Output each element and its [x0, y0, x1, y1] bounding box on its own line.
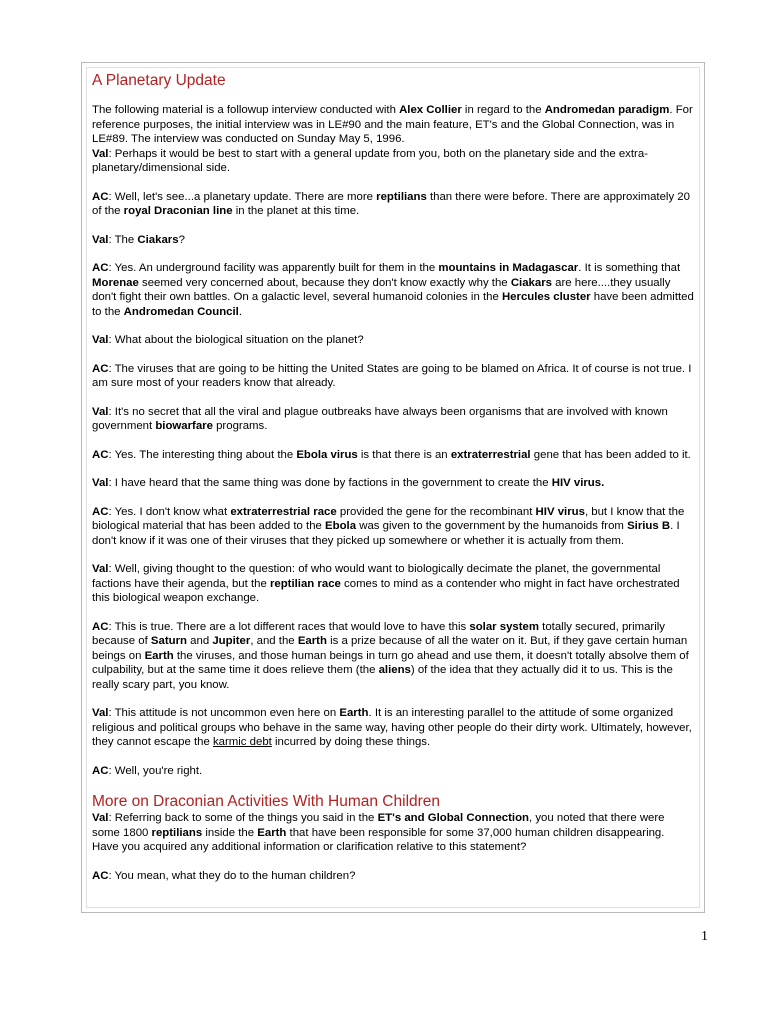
text: ?	[178, 233, 185, 246]
bold-term: HIV virus.	[551, 477, 605, 489]
text: . For reference purposes, the initial interview was in LE#90 and the main feature, ET's and the Global Connection, was in LE#89. The interview was conducted on Sunday May 5, 1996.	[92, 104, 693, 145]
text: The following material is a followup interview conducted with	[92, 104, 400, 116]
text: totally secured, primarily because of	[92, 620, 665, 647]
text: , but I know that the biological material that has been added to the	[92, 505, 685, 532]
bold-term: solar system	[469, 620, 540, 633]
bold-term: Andromedan Council	[123, 305, 239, 318]
text: : Well, you're right.	[108, 764, 203, 777]
text: : Referring back to some of the things you said in the	[108, 812, 378, 824]
text: is that there is an	[357, 448, 451, 461]
text: : You mean, what they do to the human children?	[108, 869, 356, 882]
speaker-label: Val	[92, 812, 109, 824]
speaker-label: AC	[92, 869, 109, 882]
intro-paragraph	[92, 103, 694, 147]
text: have been admitted to the	[92, 291, 694, 318]
section-heading-draconian-activities: More on Draconian Activities With Human Children	[92, 793, 441, 810]
text: . I don't know if it was one of their viruses that they picked up somewhere or whether it is actually from them.	[92, 520, 680, 547]
speaker-label: Val	[92, 147, 109, 160]
text: , and the	[250, 635, 298, 647]
speaker-label: AC	[92, 620, 109, 633]
interview-paragraph	[92, 233, 694, 248]
speaker-label: Val	[92, 233, 109, 246]
bold-term: Ebola	[325, 520, 357, 532]
page-number: 1	[701, 929, 708, 944]
text: is a prize because of all the water on it. But, if they gave certain human beings on	[92, 635, 688, 662]
bold-term: Ciakars	[510, 276, 552, 289]
interview-paragraph	[92, 476, 694, 491]
text: : Yes. The interesting thing about the	[108, 448, 297, 461]
text: are here....they usually don't fight their own battles. On a galactic level, several humanoid colonies in the	[92, 276, 671, 303]
text: gene that has been added to it.	[530, 448, 691, 461]
speaker-label: Val	[92, 707, 109, 719]
text: , you noted that there were some 1800	[92, 812, 665, 839]
text: programs.	[212, 420, 268, 432]
bold-term: ET's and Global Connection	[377, 812, 529, 824]
text: incurred by doing these things.	[271, 736, 431, 748]
text: .	[238, 305, 243, 318]
speaker-label: AC	[92, 362, 109, 375]
bold-term: extraterrestrial race	[230, 505, 337, 518]
bold-term: Jupiter	[212, 635, 251, 647]
bold-term: Ebola virus	[296, 448, 358, 461]
text: : It's no secret that all the viral and plague outbreaks have always been organisms that are involved with known government	[92, 405, 668, 432]
bold-term: Ciakars	[137, 233, 179, 246]
speaker-label: Val	[92, 477, 109, 489]
text: : The	[108, 233, 138, 246]
text: : Well, giving thought to the question: of who would want to biologically decimate the planet, the governmental factions have their agenda, but the	[92, 563, 661, 590]
text: in regard to the	[461, 104, 545, 116]
bold-term: HIV virus	[535, 505, 585, 518]
underlined-term: karmic debt	[212, 736, 272, 748]
text: : What about the biological situation on the planet?	[108, 334, 364, 346]
bold-term: reptilian race	[269, 577, 341, 590]
speaker-label: Val	[92, 563, 109, 575]
bold-term: reptilians	[151, 826, 203, 839]
speaker-label: AC	[92, 190, 109, 203]
text: : This is true. There are a lot different races that would love to have this	[108, 620, 470, 633]
text: : Yes. An underground facility was apparently built for them in the	[108, 262, 439, 274]
bold-term: Hercules cluster	[501, 291, 591, 303]
text: seemed very concerned about, because they don't know exactly why the	[138, 276, 511, 289]
interview-paragraph	[92, 190, 694, 219]
text: ) of the idea that they actually did it to us. This is the really scary part, you know.	[92, 664, 673, 691]
speaker-label: AC	[92, 262, 109, 274]
interview-paragraph	[92, 706, 694, 750]
text: : The viruses that are going to be hitting the United States are going to be blamed on Africa. It of course is not true. I am sure most of your readers know that already.	[92, 362, 692, 389]
speaker-label: AC	[92, 505, 109, 518]
interview-paragraph	[92, 505, 694, 549]
interview-paragraph	[92, 869, 694, 884]
text: the viruses, and those human beings in turn go ahead and use them, it doesn't totally absolve them of culpability, but at the same time it does relieve them (the	[92, 649, 689, 676]
bold-term: Earth	[297, 635, 327, 647]
speaker-label: Val	[92, 334, 109, 346]
bold-term: Saturn	[150, 635, 187, 647]
text: in the planet at this time.	[232, 205, 360, 217]
text: provided the gene for the recombinant	[336, 505, 536, 518]
interview-paragraph	[92, 333, 694, 348]
text: comes to mind as a contender who might in fact have orchestrated this biological weapon exchange.	[92, 577, 680, 604]
speaker-label: AC	[92, 764, 109, 777]
bold-term: Andromedan paradigm	[544, 104, 670, 116]
bold-term: Earth	[339, 707, 369, 719]
text: : I have heard that the same thing was done by factions in the government to create the	[108, 477, 552, 489]
bold-term: reptilians	[376, 190, 427, 203]
interview-paragraph	[92, 405, 694, 434]
interview-paragraph	[92, 811, 694, 855]
interview-paragraph	[92, 362, 694, 391]
bold-term: biowarfare	[155, 420, 213, 432]
section-heading-planetary-update: A Planetary Update	[92, 72, 226, 89]
bold-term: Earth	[257, 826, 287, 839]
article-body	[86, 67, 700, 908]
bold-term: royal Draconian line	[123, 205, 233, 217]
bold-term: Morenae	[92, 276, 139, 289]
text: than there were before. There are approximately 20 of the	[92, 190, 690, 217]
text: was given to the government by the humanoids from	[356, 520, 628, 532]
interview-paragraph	[92, 261, 694, 319]
interview-paragraph	[92, 448, 694, 463]
bold-term: Sirius B	[627, 520, 671, 532]
bold-term: extraterrestrial	[450, 448, 531, 461]
bold-term: aliens	[378, 664, 411, 676]
text: : Well, let's see...a planetary update. There are more	[108, 190, 377, 203]
speaker-label: AC	[92, 448, 109, 461]
text: : Perhaps it would be best to start with a general update from you, both on the planetary side and the extra-planetary/dimensional side.	[92, 147, 648, 174]
interview-paragraph	[92, 562, 694, 606]
text: inside the	[202, 826, 258, 839]
interview-paragraph	[92, 620, 694, 693]
text: . It is something that	[578, 262, 681, 274]
interview-paragraph	[92, 147, 694, 176]
text: and	[186, 635, 213, 647]
text: : Yes. I don't know what	[108, 505, 231, 518]
text: : This attitude is not uncommon even here on	[108, 707, 340, 719]
bold-term: mountains in Madagascar	[438, 262, 579, 274]
text: . It is an interesting parallel to the attitude of some organized religious and political groups who behave in the same way, having other people do their dirty work. Ultimately, however, they cannot escape the	[92, 707, 692, 748]
text: that have been responsible for some 37,000 human children disappearing. Have you acquired any additional information or clarification relative to this statement?	[92, 826, 665, 853]
article-frame	[81, 62, 705, 913]
interview-paragraph	[92, 764, 694, 779]
speaker-label: Val	[92, 405, 109, 418]
bold-term: Earth	[144, 649, 174, 662]
bold-term: Alex Collier	[399, 104, 462, 116]
